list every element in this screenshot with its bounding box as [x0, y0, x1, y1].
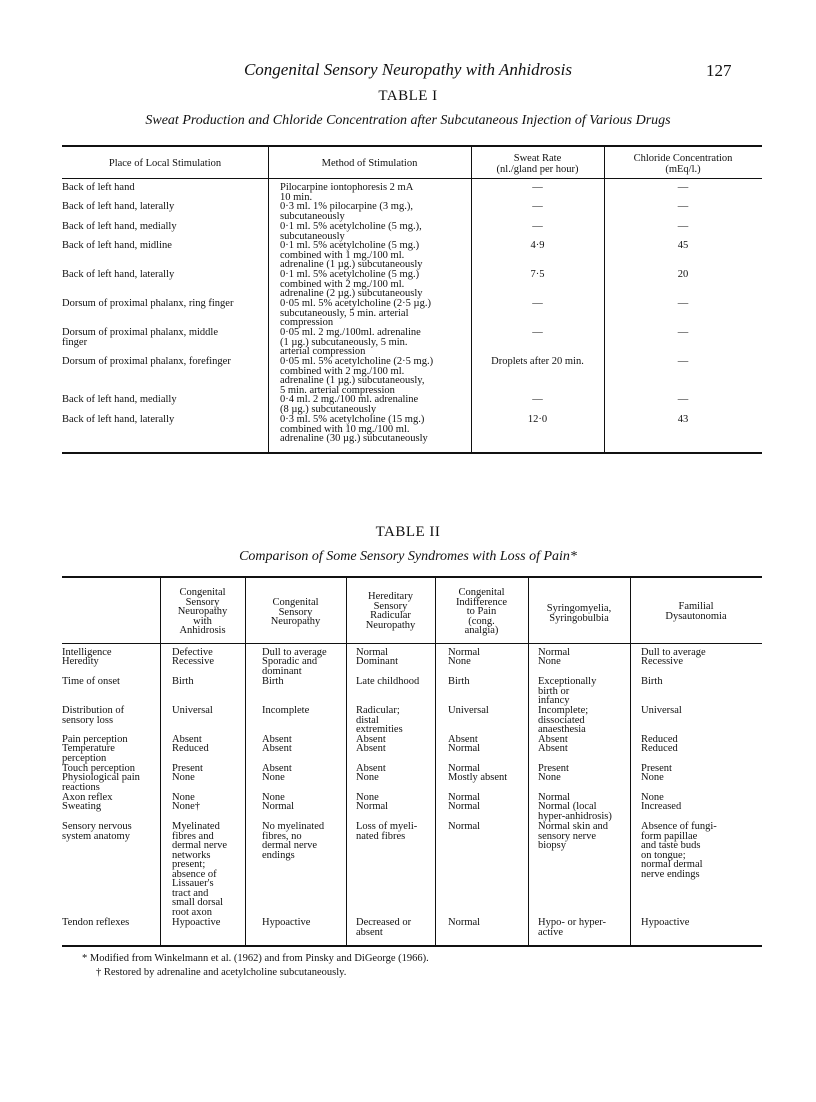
table1-cell-chloride: — [677, 298, 689, 309]
table1-cell-sweat: 7·5 [530, 269, 545, 280]
table2-cell: Dominant [356, 656, 398, 667]
table2-cell: None [538, 656, 561, 667]
table2-cell: Absent [538, 743, 568, 754]
table2-cell: Absent [356, 743, 386, 754]
table2-cell: Normal [448, 801, 481, 812]
table2-cell: Absent [262, 743, 292, 754]
table1-cell-chloride: — [677, 394, 689, 405]
table1-cell-chloride: — [677, 327, 689, 338]
table2-row-label: Tendon reflexes [62, 917, 130, 928]
table2-cell: Normal [356, 647, 389, 658]
table2-cell: Dull to average [262, 647, 327, 658]
table1-cell-sweat: — [532, 327, 543, 338]
table1-cell-place: Back of left hand, medially [62, 221, 177, 232]
table2-top-rule [62, 576, 762, 578]
table1-cell-method: 0·05 ml. 2 mg./100ml. adrenaline (1 µg.) subcutaneously, 5 min. arterial compression [280, 327, 421, 357]
table1-cell-sweat: — [532, 394, 543, 405]
table1-cell-chloride: — [677, 356, 689, 367]
table2-cell: Exceptionally birth or infancy [538, 676, 597, 706]
table2-cell: Normal [262, 801, 295, 812]
table1-cell-sweat: Droplets after 20 min. [491, 356, 584, 367]
table2-cell: Absent [172, 734, 202, 745]
table1-cell-sweat: — [532, 201, 543, 212]
table2-cell: Incomplete; dissociated anaesthesia [538, 705, 589, 735]
table2-cell: Birth [641, 676, 663, 687]
table1-cell-chloride: — [677, 182, 689, 193]
footnote-dagger: † Restored by adrenaline and acetylcholine subcutaneously. [96, 967, 347, 978]
table2-cell: Normal skin and sensory nerve biopsy [538, 821, 608, 851]
table2-cell: Reduced [641, 734, 678, 745]
table2-cell: None [448, 656, 471, 667]
table2-cell: Hypoactive [262, 917, 311, 928]
table2-header-col: Familial Dysautonomia [665, 601, 727, 622]
table1-cell-method: 0·1 ml. 5% acetylcholine (5 mg.) combined with 2 mg./100 ml. adrenaline (2 µg.) subcutaneously [280, 269, 423, 299]
table1-col-divider [268, 147, 269, 452]
table2-cell: Birth [262, 676, 284, 687]
table1-cell-method: 0·1 ml. 5% acetylcholine (5 mg.), subcutaneously [280, 221, 422, 242]
table1-subtitle: Sweat Production and Chloride Concentration after Subcutaneous Injection of Various Drugs [145, 113, 671, 128]
table2-cell: Normal [448, 763, 481, 774]
table1-cell-method: Pilocarpine iontophoresis 2 mA 10 min. [280, 182, 414, 203]
page-number: 127 [706, 61, 732, 80]
table1-cell-place: Back of left hand, laterally [62, 269, 175, 280]
table2-cell: Sporadic and dominant [262, 656, 318, 677]
table1-top-rule [62, 145, 762, 147]
table1-cell-method: 0·4 ml. 2 mg./100 ml. adrenaline (8 µg.) subcutaneously [280, 394, 419, 415]
table2-row-label: Temperature perception [62, 743, 115, 764]
table1-cell-place: Dorsum of proximal phalanx, middle finger [62, 327, 219, 348]
table1-cell-place: Back of left hand, midline [62, 240, 172, 251]
table2-cell: Recessive [172, 656, 214, 667]
table1-cell-sweat: — [532, 298, 543, 309]
table2-header-col: Congenital Indifference to Pain (cong. analgia) [455, 587, 508, 637]
table2-cell: Absence of fungi- form papillae and taste buds on tongue; normal dermal nerve endings [641, 821, 717, 880]
table2-col-divider [630, 578, 631, 945]
table2-col-divider [346, 578, 347, 945]
table2-cell: None [356, 772, 379, 783]
table1-cell-place: Back of left hand, laterally [62, 414, 175, 425]
table2-cell: Reduced [641, 743, 678, 754]
table1-cell-place: Back of left hand [62, 182, 135, 193]
table2-cell: Normal [448, 792, 481, 803]
table2-cell: None [356, 792, 379, 803]
table1-cell-sweat: — [532, 182, 543, 193]
table1-cell-method: 0·3 ml. 5% acetylcholine (15 mg.) combined with 10 mg./100 ml. adrenaline (30 µg.) subcutaneously [280, 414, 428, 444]
table2-bottom-rule [62, 945, 762, 947]
table1-cell-sweat: 4·9 [530, 240, 545, 251]
table2-row-label: Heredity [62, 656, 99, 667]
table2-cell: Dull to average [641, 647, 706, 658]
table2-header-col: Syringomyelia, Syringobulbia [546, 603, 612, 624]
table2-cell: Normal [448, 743, 481, 754]
table1-header-chloride: Chloride Concentration (mEq/l.) [633, 153, 733, 175]
table2-cell: Late childhood [356, 676, 420, 687]
table2-cell: None [172, 792, 195, 803]
table1-cell-chloride: 43 [677, 414, 689, 425]
table2-cell: Universal [641, 705, 682, 716]
table1-cell-method: 0·05 ml. 5% acetylcholine (2·5 µg.) subcutaneously, 5 min. arterial compression [280, 298, 431, 328]
table2-cell: None [641, 792, 664, 803]
table2-cell: Incomplete [262, 705, 310, 716]
table1-cell-chloride: — [677, 201, 689, 212]
table2-row-label: Touch perception [62, 763, 136, 774]
table2-cell: None [538, 772, 561, 783]
table2-subtitle: Comparison of Some Sensory Syndromes with Loss of Pain* [239, 549, 577, 564]
table2-cell: None [262, 772, 285, 783]
table2-header-col: Congenital Sensory Neuropathy with Anhidrosis [177, 587, 228, 637]
table2-cell: Absent [356, 763, 386, 774]
table2-cell: Absent [538, 734, 568, 745]
table2-cell: Myelinated fibres and dermal nerve networks present; absence of Lissauer's tract and small dorsal root axon [172, 821, 228, 918]
table2-cell: Decreased or absent [356, 917, 412, 938]
table2-row-label: Sweating [62, 801, 102, 812]
table2-cell: Universal [448, 705, 489, 716]
table1-cell-place: Dorsum of proximal phalanx, forefinger [62, 356, 231, 367]
table2-cell: Birth [172, 676, 194, 687]
table2-row-label: Pain perception [62, 734, 128, 745]
table2-header-col: Hereditary Sensory Radicular Neuropathy [365, 591, 416, 631]
table2-cell: Reduced [172, 743, 209, 754]
table1-cell-place: Dorsum of proximal phalanx, ring finger [62, 298, 234, 309]
table1-cell-sweat: — [532, 221, 543, 232]
table2-cell: None [262, 792, 285, 803]
table2-cell: Present [538, 763, 569, 774]
table2-cell: Mostly absent [448, 772, 508, 783]
table2-cell: Normal (local hyper-anhidrosis) [538, 801, 612, 822]
table1-cell-method: 0·3 ml. 1% pilocarpine (3 mg.), subcutaneously [280, 201, 413, 222]
table2-header-col: Congenital Sensory Neuropathy [270, 597, 321, 628]
table1-cell-chloride: 45 [677, 240, 689, 251]
footnote-asterisk: * Modified from Winkelmann et al. (1962) and from Pinsky and DiGeorge (1966). [82, 953, 429, 964]
table2-cell: Radicular; distal extremities [356, 705, 403, 735]
table2-cell: Hypoactive [641, 917, 690, 928]
table1-header-rule [62, 178, 762, 179]
table2-cell: Normal [538, 792, 571, 803]
table2-header-rule [62, 643, 762, 644]
table2-cell: Absent [262, 734, 292, 745]
table2-cell: Normal [448, 917, 481, 928]
table2-cell: Hypoactive [172, 917, 221, 928]
table1-bottom-rule [62, 452, 762, 454]
table2-cell: Present [172, 763, 203, 774]
table1-cell-sweat: 12·0 [527, 414, 548, 425]
table2-cell: Normal [356, 801, 389, 812]
table1-cell-place: Back of left hand, laterally [62, 201, 175, 212]
table2-col-divider [528, 578, 529, 945]
table2-cell: Defective [172, 647, 213, 658]
table2-cell: Recessive [641, 656, 683, 667]
table1-header-method: Method of Stimulation [321, 158, 418, 169]
table1-cell-method: 0·05 ml. 5% acetylcholine (2·5 mg.) combined with 2 mg./100 ml. adrenaline (1 µg.) subcutaneously, 5 min. arterial compression [280, 356, 434, 396]
table2-row-label: Intelligence [62, 647, 112, 658]
table2-cell: Absent [448, 734, 478, 745]
table1-header-place: Place of Local Stimulation [108, 158, 222, 169]
table2-cell: None† [172, 801, 200, 812]
table2-row-label: Sensory nervous system anatomy [62, 821, 132, 842]
table2-cell: Universal [172, 705, 213, 716]
table2-row-label: Physiological pain reactions [62, 772, 140, 793]
table2-caption: TABLE II [375, 524, 441, 540]
table2-cell: Absent [356, 734, 386, 745]
table2-cell: Normal [538, 647, 571, 658]
table1-cell-place: Back of left hand, medially [62, 394, 177, 405]
table2-cell: Absent [262, 763, 292, 774]
table2-cell: None [172, 772, 195, 783]
table2-row-label: Distribution of sensory loss [62, 705, 125, 726]
table2-cell: Present [641, 763, 672, 774]
table2-cell: Hypo- or hyper- active [538, 917, 607, 938]
running-title: Congenital Sensory Neuropathy with Anhidrosis [243, 60, 573, 79]
table1-cell-chloride: — [677, 221, 689, 232]
table2-cell: None [641, 772, 664, 783]
table2-cell: Loss of myeli- nated fibres [356, 821, 418, 842]
table2-row-label: Time of onset [62, 676, 120, 687]
table2-cell: Normal [448, 647, 481, 658]
table2-cell: Normal [448, 821, 481, 832]
table2-cell: Birth [448, 676, 470, 687]
table2-cell: No myelinated fibres, no dermal nerve endings [262, 821, 325, 861]
table1-header-sweat: Sweat Rate (nl./gland per hour) [496, 153, 579, 175]
table2-row-label: Axon reflex [62, 792, 113, 803]
table1-cell-method: 0·1 ml. 5% acetylcholine (5 mg.) combined with 1 mg./100 ml. adrenaline (1 µg.) subcutaneously [280, 240, 423, 270]
table1-caption: TABLE I [378, 88, 438, 104]
table2-cell: Increased [641, 801, 682, 812]
table1-cell-chloride: 20 [677, 269, 689, 280]
